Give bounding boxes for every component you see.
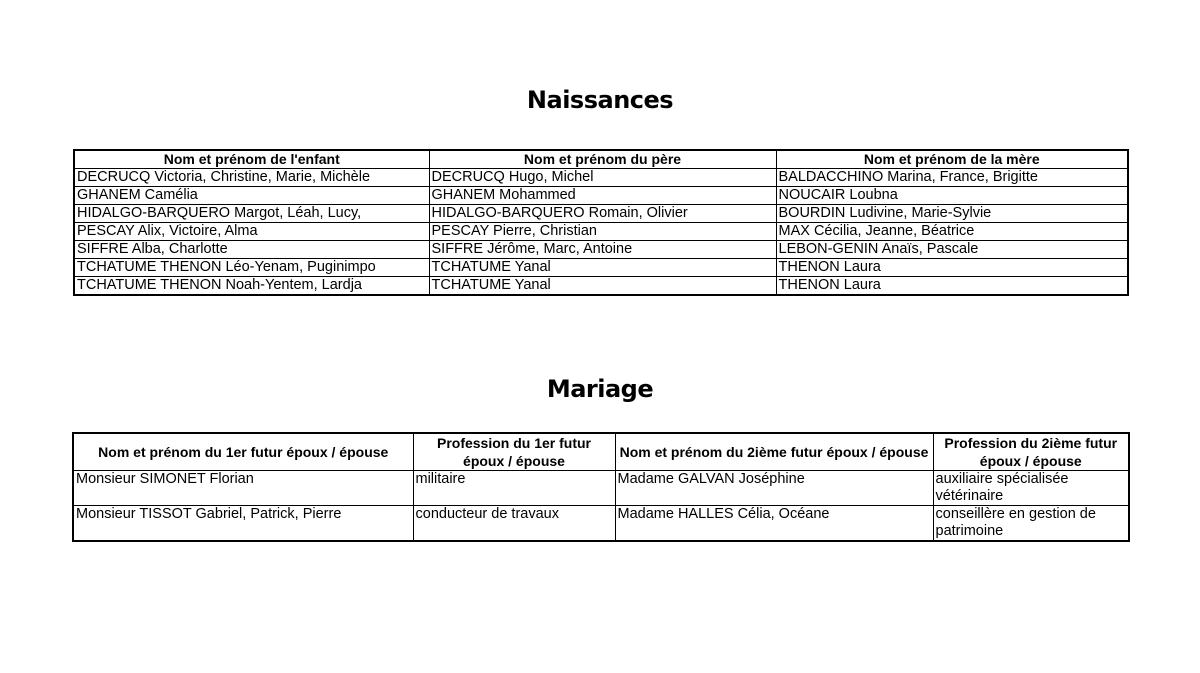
cell-profession-2: conseillère en gestion de patrimoine <box>933 506 1129 542</box>
cell-enfant: GHANEM Camélia <box>74 187 429 205</box>
table-row <box>74 187 1128 205</box>
cell-enfant: PESCAY Alix, Victoire, Alma <box>74 223 429 241</box>
cell-enfant: HIDALGO-BARQUERO Margot, Léah, Lucy, <box>74 205 429 223</box>
table-header-row <box>74 150 1128 169</box>
column-header-epoux-2: Nom et prénom du 2ième futur époux / épouse <box>615 433 933 471</box>
cell-epoux-1: Monsieur SIMONET Florian <box>73 471 413 506</box>
table-row <box>74 259 1128 277</box>
cell-enfant: TCHATUME THENON Noah-Yentem, Lardja <box>74 277 429 296</box>
table-row <box>73 471 1129 506</box>
cell-profession-1: militaire <box>413 471 615 506</box>
cell-pere: TCHATUME Yanal <box>429 277 776 296</box>
table-row <box>74 277 1128 296</box>
table-row <box>74 169 1128 187</box>
cell-epoux-1: Monsieur TISSOT Gabriel, Patrick, Pierre <box>73 506 413 542</box>
column-header-enfant: Nom et prénom de l'enfant <box>74 150 429 169</box>
cell-pere: DECRUCQ Hugo, Michel <box>429 169 776 187</box>
table-row <box>73 506 1129 542</box>
table-row <box>74 223 1128 241</box>
cell-mere: MAX Cécilia, Jeanne, Béatrice <box>776 223 1128 241</box>
naissances-table <box>73 149 1129 296</box>
cell-pere: GHANEM Mohammed <box>429 187 776 205</box>
column-header-profession-2: Profession du 2ième futur époux / épouse <box>933 433 1129 471</box>
table-header-row <box>73 433 1129 471</box>
column-header-profession-1: Profession du 1er futur époux / épouse <box>413 433 615 471</box>
cell-epoux-2: Madame GALVAN Joséphine <box>615 471 933 506</box>
column-header-pere: Nom et prénom du père <box>429 150 776 169</box>
mariage-table <box>72 432 1130 542</box>
table-row <box>74 205 1128 223</box>
mariage-title: Mariage <box>546 375 654 403</box>
naissances-title: Naissances <box>526 86 674 114</box>
column-header-mere: Nom et prénom de la mère <box>776 150 1128 169</box>
cell-mere: THENON Laura <box>776 277 1128 296</box>
cell-mere: NOUCAIR Loubna <box>776 187 1128 205</box>
cell-pere: PESCAY Pierre, Christian <box>429 223 776 241</box>
cell-enfant: TCHATUME THENON Léo-Yenam, Puginimpo <box>74 259 429 277</box>
cell-enfant: DECRUCQ Victoria, Christine, Marie, Michèle <box>74 169 429 187</box>
table-row <box>74 241 1128 259</box>
cell-profession-2: auxiliaire spécialisée vétérinaire <box>933 471 1129 506</box>
cell-mere: BALDACCHINO Marina, France, Brigitte <box>776 169 1128 187</box>
cell-profession-1: conducteur de travaux <box>413 506 615 542</box>
cell-pere: HIDALGO-BARQUERO Romain, Olivier <box>429 205 776 223</box>
cell-mere: THENON Laura <box>776 259 1128 277</box>
cell-mere: LEBON-GENIN Anaïs, Pascale <box>776 241 1128 259</box>
column-header-epoux-1: Nom et prénom du 1er futur époux / épouse <box>73 433 413 471</box>
cell-enfant: SIFFRE Alba, Charlotte <box>74 241 429 259</box>
cell-mere: BOURDIN Ludivine, Marie-Sylvie <box>776 205 1128 223</box>
cell-epoux-2: Madame HALLES Célia, Océane <box>615 506 933 542</box>
cell-pere: TCHATUME Yanal <box>429 259 776 277</box>
cell-pere: SIFFRE Jérôme, Marc, Antoine <box>429 241 776 259</box>
